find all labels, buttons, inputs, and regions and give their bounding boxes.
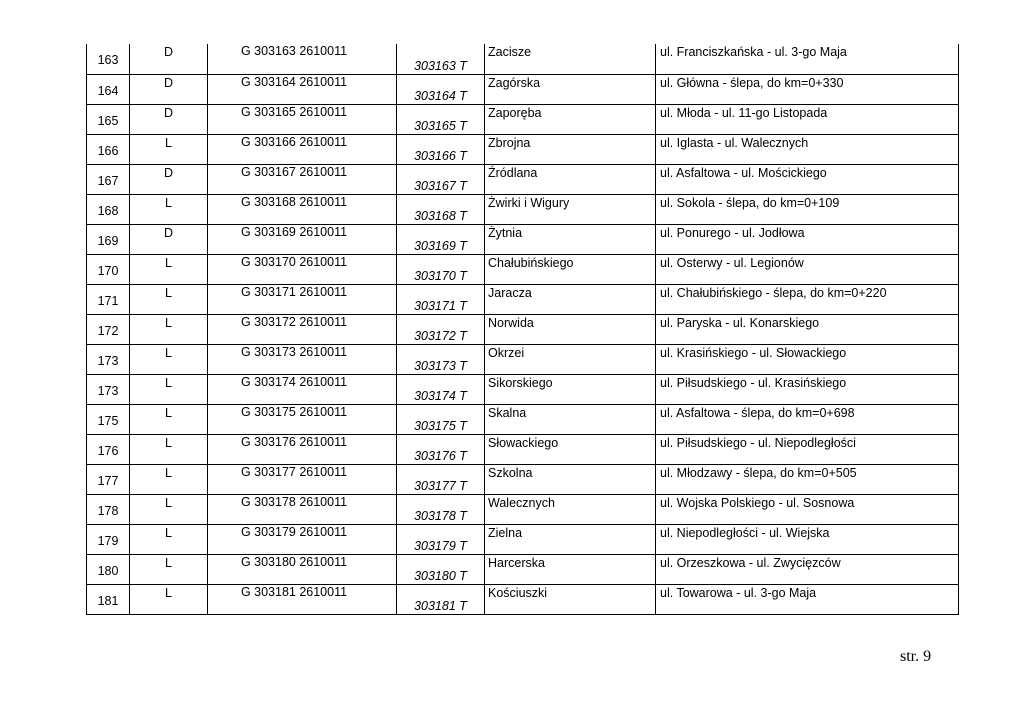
road-category-cell: D (130, 164, 208, 194)
road-id-cell-text: G 303169 2610011 (240, 224, 348, 239)
table-row (87, 164, 959, 194)
road-id-cell (208, 194, 397, 224)
street-name-cell: Zbrojna (485, 134, 656, 164)
road-section-cell: ul. Młoda - ul. 11-go Listopada (656, 104, 959, 134)
road-short-id-cell: 303170 T (397, 254, 485, 284)
table-row (87, 524, 959, 554)
road-short-id-cell: 303163 T (397, 44, 485, 74)
road-id-cell-text: G 303178 2610011 (240, 494, 348, 509)
table-row (87, 284, 959, 314)
street-name-cell: Źródlana (485, 164, 656, 194)
road-id-cell-text: G 303173 2610011 (240, 344, 348, 359)
row-number-cell: 172 (87, 314, 130, 344)
road-id-cell (208, 554, 397, 584)
road-id-cell-text: G 303171 2610011 (240, 284, 348, 299)
table-row (87, 74, 959, 104)
row-number-cell: 173 (87, 344, 130, 374)
row-number-cell: 170 (87, 254, 130, 284)
road-short-id-cell: 303180 T (397, 554, 485, 584)
table-row (87, 344, 959, 374)
road-category-cell: L (130, 524, 208, 554)
road-id-cell (208, 74, 397, 104)
row-number-cell: 177 (87, 464, 130, 494)
road-id-cell (208, 434, 397, 464)
street-name-cell: Zacisze (485, 44, 656, 74)
road-section-cell: ul. Paryska - ul. Konarskiego (656, 314, 959, 344)
road-category-cell: L (130, 374, 208, 404)
road-section-cell: ul. Piłsudskiego - ul. Krasińskiego (656, 374, 959, 404)
table-row (87, 134, 959, 164)
street-name-cell: Zaporęba (485, 104, 656, 134)
road-section-cell: ul. Ponurego - ul. Jodłowa (656, 224, 959, 254)
row-number-cell: 171 (87, 284, 130, 314)
road-id-cell-text: G 303163 2610011 (240, 44, 348, 58)
road-short-id-cell: 303173 T (397, 344, 485, 374)
road-category-cell: L (130, 314, 208, 344)
road-short-id-cell: 303171 T (397, 284, 485, 314)
row-number-cell: 165 (87, 104, 130, 134)
road-category-cell: D (130, 44, 208, 74)
table-row (87, 404, 959, 434)
road-short-id-cell: 303164 T (397, 74, 485, 104)
road-id-cell-text: G 303180 2610011 (240, 554, 348, 569)
road-category-cell: L (130, 194, 208, 224)
road-id-cell-text: G 303167 2610011 (240, 164, 348, 179)
road-category-cell: L (130, 344, 208, 374)
road-category-cell: L (130, 584, 208, 614)
road-id-cell (208, 44, 397, 74)
road-id-cell (208, 314, 397, 344)
road-section-cell: ul. Franciszkańska - ul. 3-go Maja (656, 44, 959, 74)
road-id-cell (208, 524, 397, 554)
row-number-cell: 168 (87, 194, 130, 224)
row-number-cell: 173 (87, 374, 130, 404)
row-number-cell: 180 (87, 554, 130, 584)
row-number-cell: 175 (87, 404, 130, 434)
table-row (87, 584, 959, 614)
street-name-cell: Zielna (485, 524, 656, 554)
road-id-cell (208, 134, 397, 164)
road-short-id-cell: 303169 T (397, 224, 485, 254)
row-number-cell: 169 (87, 224, 130, 254)
road-section-cell: ul. Niepodległości - ul. Wiejska (656, 524, 959, 554)
road-section-cell: ul. Asfaltowa - ul. Mościckiego (656, 164, 959, 194)
table-row (87, 254, 959, 284)
street-name-cell: Słowackiego (485, 434, 656, 464)
street-name-cell: Sikorskiego (485, 374, 656, 404)
table-row (87, 194, 959, 224)
road-section-cell: ul. Asfaltowa - ślepa, do km=0+698 (656, 404, 959, 434)
road-id-cell (208, 344, 397, 374)
road-short-id-cell: 303174 T (397, 374, 485, 404)
table-row (87, 434, 959, 464)
road-section-cell: ul. Główna - ślepa, do km=0+330 (656, 74, 959, 104)
road-id-cell (208, 464, 397, 494)
road-id-cell (208, 284, 397, 314)
street-name-cell: Skalna (485, 404, 656, 434)
row-number-cell: 163 (87, 44, 130, 74)
table-row (87, 494, 959, 524)
road-section-cell: ul. Sokola - ślepa, do km=0+109 (656, 194, 959, 224)
road-short-id-cell: 303175 T (397, 404, 485, 434)
street-name-cell: Chałubińskiego (485, 254, 656, 284)
street-name-cell: Kościuszki (485, 584, 656, 614)
road-section-cell: ul. Piłsudskiego - ul. Niepodległości (656, 434, 959, 464)
street-name-cell: Norwida (485, 314, 656, 344)
road-id-cell-text: G 303166 2610011 (240, 134, 348, 149)
page-number: str. 9 (900, 648, 932, 665)
road-id-cell-text: G 303164 2610011 (240, 74, 348, 89)
street-name-cell: Szkolna (485, 464, 656, 494)
street-name-cell: Zagórska (485, 74, 656, 104)
row-number-cell: 167 (87, 164, 130, 194)
street-name-cell: Żwirki i Wigury (485, 194, 656, 224)
row-number-cell: 179 (87, 524, 130, 554)
road-short-id-cell: 303177 T (397, 464, 485, 494)
road-category-cell: L (130, 404, 208, 434)
row-number-cell: 176 (87, 434, 130, 464)
table-row (87, 314, 959, 344)
road-id-cell-text: G 303176 2610011 (240, 434, 348, 449)
street-name-cell: Harcerska (485, 554, 656, 584)
road-id-cell-text: G 303172 2610011 (240, 314, 348, 329)
road-short-id-cell: 303168 T (397, 194, 485, 224)
road-section-cell: ul. Towarowa - ul. 3-go Maja (656, 584, 959, 614)
table-row (87, 44, 959, 74)
road-id-cell-text: G 303179 2610011 (240, 524, 348, 539)
road-category-cell: D (130, 104, 208, 134)
road-category-cell: L (130, 434, 208, 464)
road-category-cell: L (130, 494, 208, 524)
road-section-cell: ul. Chałubińskiego - ślepa, do km=0+220 (656, 284, 959, 314)
road-category-cell: L (130, 464, 208, 494)
road-id-cell-text: G 303170 2610011 (240, 254, 348, 269)
street-name-cell: Okrzei (485, 344, 656, 374)
road-short-id-cell: 303165 T (397, 104, 485, 134)
road-section-cell: ul. Młodzawy - ślepa, do km=0+505 (656, 464, 959, 494)
road-section-cell: ul. Osterwy - ul. Legionów (656, 254, 959, 284)
road-id-cell (208, 224, 397, 254)
table-row (87, 374, 959, 404)
row-number-cell: 164 (87, 74, 130, 104)
road-category-cell: L (130, 554, 208, 584)
road-id-cell-text: G 303181 2610011 (240, 584, 348, 599)
row-number-cell: 181 (87, 584, 130, 614)
road-category-cell: D (130, 74, 208, 104)
road-id-cell-text: G 303177 2610011 (240, 464, 348, 479)
road-short-id-cell: 303176 T (397, 434, 485, 464)
row-number-cell: 166 (87, 134, 130, 164)
road-section-cell: ul. Orzeszkowa - ul. Zwycięzców (656, 554, 959, 584)
table-row (87, 104, 959, 134)
road-section-cell: ul. Krasińskiego - ul. Słowackiego (656, 344, 959, 374)
road-short-id-cell: 303167 T (397, 164, 485, 194)
road-section-cell: ul. Wojska Polskiego - ul. Sosnowa (656, 494, 959, 524)
road-id-cell (208, 104, 397, 134)
road-id-cell-text: G 303165 2610011 (240, 104, 348, 119)
road-id-cell (208, 494, 397, 524)
street-name-cell: Żytnia (485, 224, 656, 254)
road-id-cell (208, 254, 397, 284)
road-category-cell: D (130, 224, 208, 254)
road-category-cell: L (130, 284, 208, 314)
road-id-cell (208, 164, 397, 194)
road-short-id-cell: 303179 T (397, 524, 485, 554)
street-name-cell: Jaracza (485, 284, 656, 314)
table-row (87, 554, 959, 584)
road-short-id-cell: 303166 T (397, 134, 485, 164)
road-short-id-cell: 303178 T (397, 494, 485, 524)
road-id-cell-text: G 303174 2610011 (240, 374, 348, 389)
road-id-cell (208, 404, 397, 434)
road-short-id-cell: 303172 T (397, 314, 485, 344)
road-category-cell: L (130, 254, 208, 284)
road-short-id-cell: 303181 T (397, 584, 485, 614)
road-id-cell (208, 584, 397, 614)
road-id-cell-text: G 303175 2610011 (240, 404, 348, 419)
road-section-cell: ul. Iglasta - ul. Walecznych (656, 134, 959, 164)
road-id-cell (208, 374, 397, 404)
table-row (87, 224, 959, 254)
street-name-cell: Walecznych (485, 494, 656, 524)
road-register-table (86, 44, 959, 615)
table-row (87, 464, 959, 494)
road-category-cell: L (130, 134, 208, 164)
row-number-cell: 178 (87, 494, 130, 524)
road-id-cell-text: G 303168 2610011 (240, 194, 348, 209)
road-register-body (87, 44, 959, 614)
